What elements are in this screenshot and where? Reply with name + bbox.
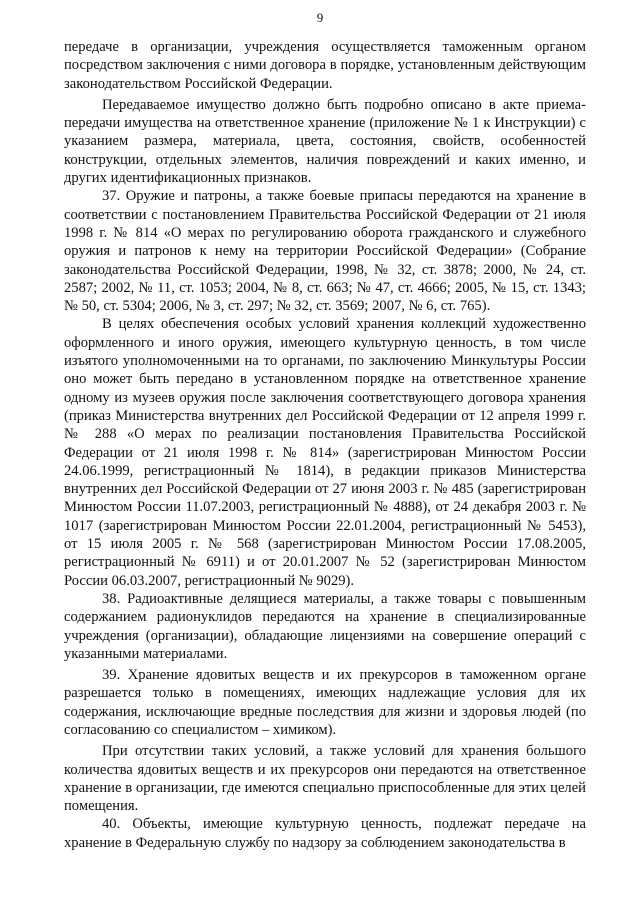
paragraph-item-40: 40. Объекты, имеющие культурную ценность, подлежат передаче на хранение в Федеральную службу по надзору за соблюдением законодательства в bbox=[64, 816, 586, 851]
paragraph-museum-storage: В целях обеспечения особых условий хранения коллекций художественно оформленного и иного оружия, имеющего культурную ценность, в том числе изъятого уполномоченными на то органами, по заключению Минкультуры России оно может быть передано в установленном порядке на ответственное хранение одному из музеев оружия после заключения соответствующего договора хранения (приказ Министерства внутренних дел Российской Федерации от 12 апреля 1999 г. № 288 «О мерах по реализации постановления Правительства Российской Федерации от 21 июля 1998 г. № 814» (зарегистрирован Минюстом России 24.06.1999, регистрационный № 1814), в редакции приказов Министерства внутренних дел Российской Федерации от 27 июня 2003 г. № 485 (зарегистрирован Минюстом России 11.07.2003, регистрационный № 4888), от 24 декабря 2003 г. № 1017 (зарегистрирован Минюстом России 22.01.2004, регистрационный № 5453), от 15 июля 2005 г. № 568 (зарегистрирован Минюстом России 17.08.2005, регистрационный № 6911) и от 20.01.2007 № 52 (зарегистрирован Минюстом России 06.03.2007, регистрационный № 9029). bbox=[64, 316, 586, 589]
paragraph-item-39: 39. Хранение ядовитых веществ и их прекурсоров в таможенном органе разрешается только в помещениях, имеющих надлежащие условия для их содержания, исключающие вредные последствия для жизни и здоровья людей (по согласованию со специалистом – химиком). bbox=[64, 667, 586, 738]
paragraph-no-conditions: При отсутствии таких условий, а также условий для хранения большого количества ядовитых веществ и их прекурсоров они передаются на ответственное хранение в организации, где имеются специально приспособленные для этих целей помещения. bbox=[64, 743, 586, 815]
paragraph-item-38: 38. Радиоактивные делящиеся материалы, а также товары с повышенным содержанием радионуклидов передаются на хранение в специализированные учреждения (организации), обладающие лицензиями на совершение операций с указанными материалами. bbox=[64, 590, 586, 662]
page-number: 9 bbox=[316, 10, 324, 25]
paragraph-property-description: Передаваемое имущество должно быть подробно описано в акте приема-передачи имущества на ответственное хранение (приложение № 1 к Инструкции) с указанием размера, материала, цвета, состояния, свойств, особенностей конструкции, отдельных элементов, наличия повреждений и каких именно, и других идентификационных признаков. bbox=[64, 96, 586, 187]
document-body bbox=[64, 38, 586, 852]
paragraph-item-37: 37. Оружие и патроны, а также боевые припасы передаются на хранение в соответствии с постановлением Правительства Российской Федерации от 21 июля 1998 г. № 814 «О мерах по регулированию оборота гражданского и служебного оружия и патронов к нему на территории Российской Федерации» (Собрание законодательства Российской Федерации, 1998, № 32, ст. 3878; 2000, № 24, ст. 2587; 2002, № 11, ст. 1053; 2004, № 8, ст. 663; № 47, ст. 4666; 2005, № 15, ст. 1343; № 50, ст. 5304; 2006, № 3, ст. 297; № 32, ст. 3569; 2007, № 6, ст. 765). bbox=[64, 188, 586, 315]
paragraph-continuation: передаче в организации, учреждения осуществляется таможенным органом посредством заключения с ними договора в порядке, установленным действующим законодательством Российской Федерации. bbox=[64, 39, 586, 92]
